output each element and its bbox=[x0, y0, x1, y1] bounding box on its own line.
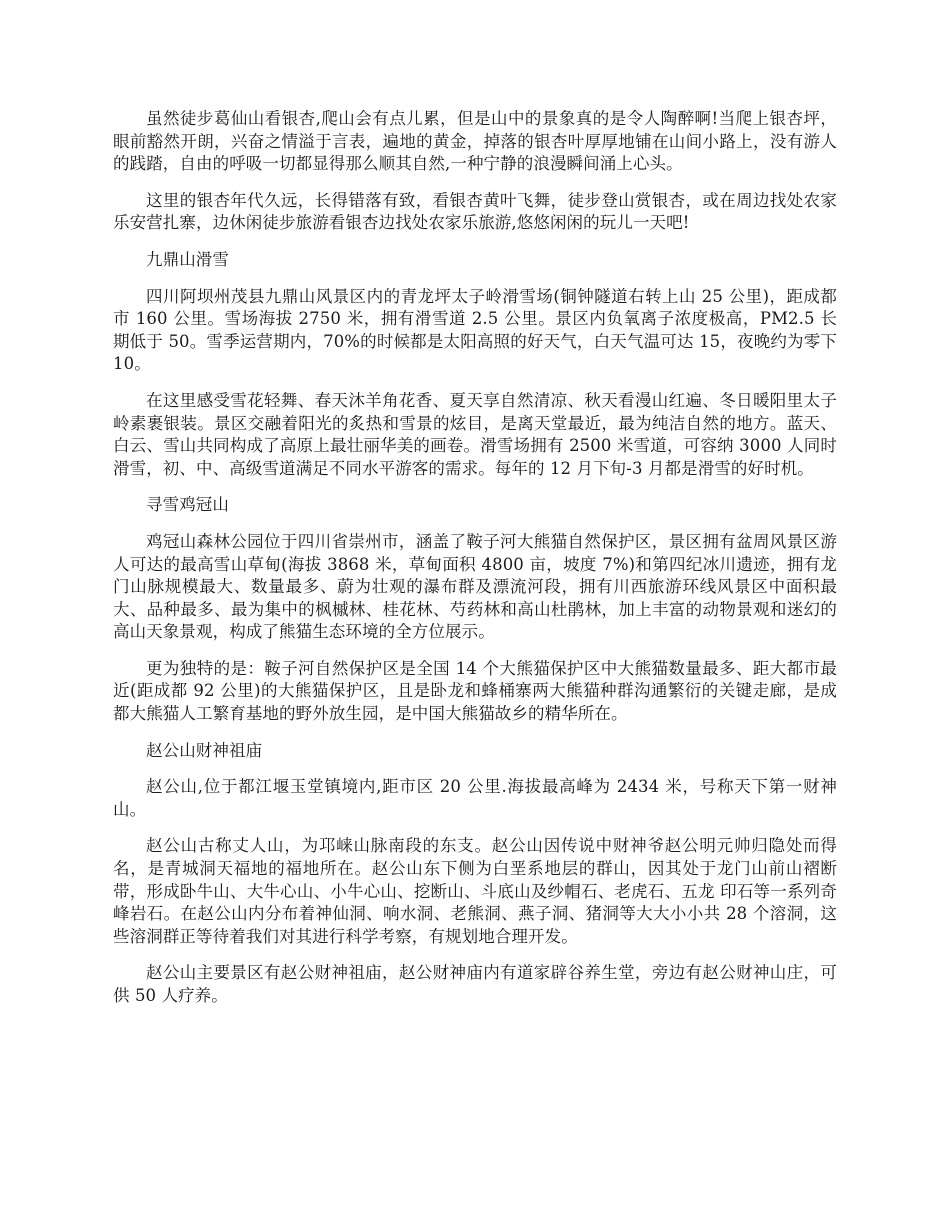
paragraph: 赵公山主要景区有赵公财神祖庙，赵公财神庙内有道家辟谷养生堂，旁边有赵公财神山庄，可供 50 人疗养。 bbox=[113, 963, 837, 1005]
paragraph: 赵公山,位于都江堰玉堂镇境内,距市区 20 公里.海拔最高峰为 2434 米，号称天下第一财神山。 bbox=[113, 777, 837, 819]
paragraph: 赵公山古称丈人山，为邛崃山脉南段的东支。赵公山因传说中财神爷赵公明元帅归隐处而得名，是青城洞天福地的福地所在。赵公山东下侧为白垩系地层的群山，因其处于龙门山前山褶断带，形成卧牛山、大牛心山、小牛心山、挖断山、斗底山及纱帽石、老虎石、五龙 印石等一系列奇峰岩石。在赵公山内分布着神仙洞、响水洞、老熊洞、燕子洞、猪洞等大大小小共 28 个溶洞，这些溶洞群正等待着我们对其进行科学考察，有规划地合理开发。 bbox=[113, 836, 837, 946]
document-body bbox=[113, 108, 837, 1022]
paragraph: 鸡冠山森林公园位于四川省崇州市，涵盖了鞍子河大熊猫自然保护区，景区拥有盆周风景区游人可达的最高雪山草甸(海拔 3868 米，草甸面积 4800 亩，坡度 7%)和第四纪冰川遗迹，拥有龙门山脉规模最大、数量最多、蔚为壮观的瀑布群及漂流河段，拥有川西旅游环线风景区中面积最大、品种最多、最为集中的枫槭林、桂花林、芍药林和高山杜鹃林，加上丰富的动物景观和迷幻的高山天象景观，构成了熊猫生态环境的全方位展示。 bbox=[113, 531, 837, 642]
paragraph: 在这里感受雪花轻舞、春天沐羊角花香、夏天享自然清凉、秋天看漫山红遍、冬日暖阳里太子岭素裹银装。景区交融着阳光的炙热和雪景的炫目，是离天堂最近，最为纯洁自然的地方。蓝天、白云、雪山共同构成了高原上最壮丽华美的画卷。滑雪场拥有 2500 米雪道，可容纳 3000 人同时滑雪，初、中、高级雪道满足不同水平游客的需求。每年的 12 月下旬-3 月都是滑雪的好时机。 bbox=[113, 390, 837, 478]
paragraph: 这里的银杏年代久远，长得错落有致，看银杏黄叶飞舞，徒步登山赏银杏，或在周边找处农家乐安营扎寨，边休闲徒步旅游看银杏边找处农家乐旅游,悠悠闲闲的玩儿一天吧! bbox=[113, 190, 837, 233]
section-heading: 九鼎山滑雪 bbox=[146, 249, 229, 269]
section-heading: 赵公山财神祖庙 bbox=[146, 740, 263, 760]
section-heading: 寻雪鸡冠山 bbox=[146, 495, 229, 515]
paragraph: 更为独特的是：鞍子河自然保护区是全国 14 个大熊猫保护区中大熊猫数量最多、距大都市最近(距成都 92 公里)的大熊猫保护区，且是卧龙和蜂桶寨两大熊猫种群沟通繁衍的关键走廊，是成都大熊猫人工繁育基地的野外放生园，是中国大熊猫故乡的精华所在。 bbox=[113, 658, 837, 724]
paragraph: 虽然徒步葛仙山看银杏,爬山会有点儿累，但是山中的景象真的是令人陶醉啊!当爬上银杏坪，眼前豁然开朗，兴奋之情溢于言表，遍地的黄金，掉落的银杏叶厚厚地铺在山间小路上，没有游人的践踏，自由的呼吸一切都显得那么顺其自然,一种宁静的浪漫瞬间涌上心头。 bbox=[113, 109, 837, 174]
paragraph: 四川阿坝州茂县九鼎山风景区内的青龙坪太子岭滑雪场(铜钟隧道右转上山 25 公里)，距成都市 160 公里。雪场海拔 2750 米，拥有滑雪道 2.5 公里。景区内负氧离子浓度极高，PM2.5 长期低于 50。雪季运营期内，70%的时候都是太阳高照的好天气，白天气温可达 15，夜晚约为零下 10。 bbox=[113, 286, 837, 374]
